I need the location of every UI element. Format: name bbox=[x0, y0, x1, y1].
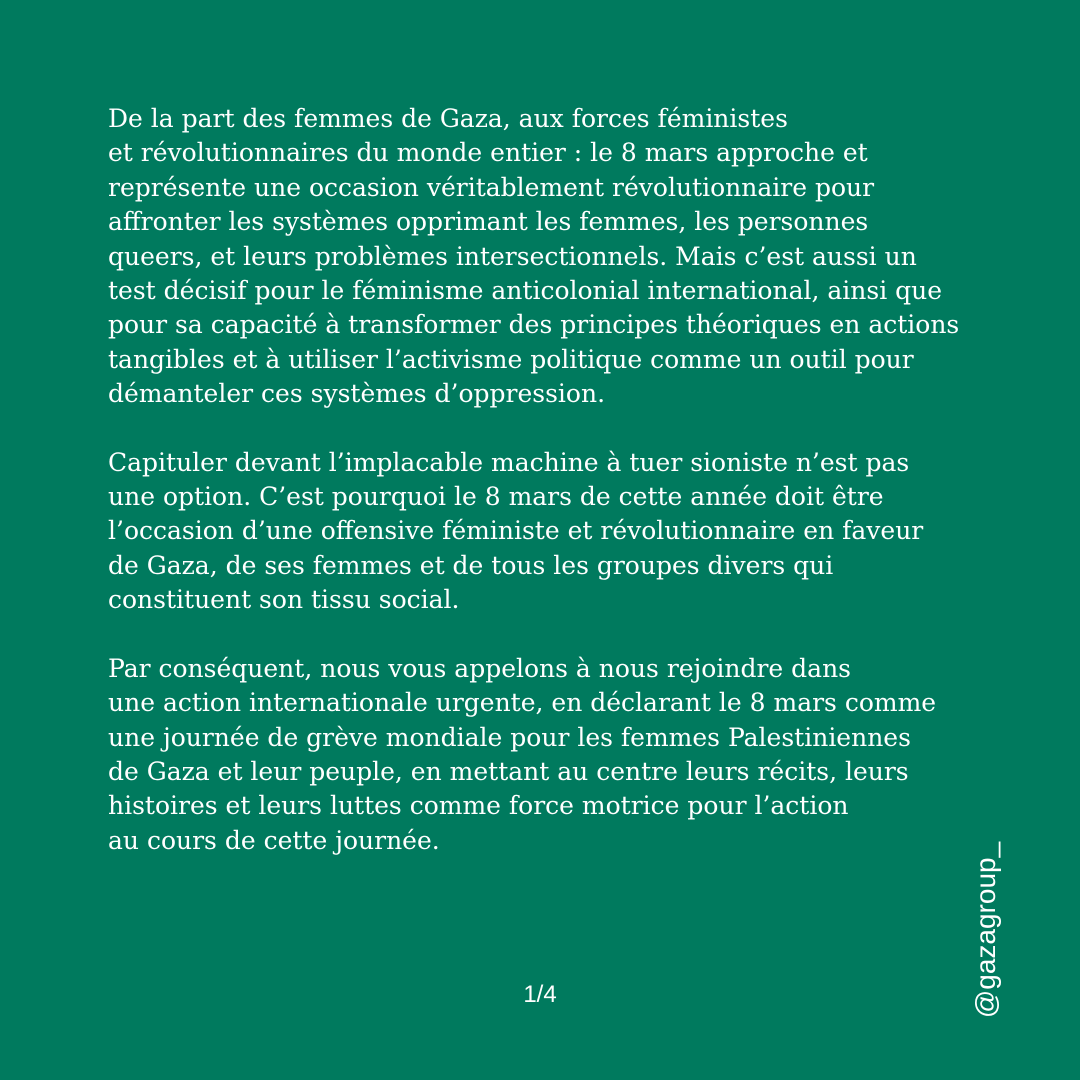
text-line: constituent son tissu social. bbox=[108, 585, 460, 615]
text-line: Par conséquent, nous vous appelons à nous rejoindre dans bbox=[108, 653, 851, 683]
text-line: queers, et leurs problèmes intersectionnels. Mais c’est aussi un bbox=[108, 241, 917, 271]
text-line: test décisif pour le féminisme anticolonial international, ainsi que bbox=[108, 276, 943, 306]
page-counter: 1/4 bbox=[523, 981, 557, 1008]
paragraph-2 bbox=[108, 446, 968, 618]
paragraph-1 bbox=[108, 102, 968, 412]
text-line: affronter les systèmes opprimant les femmes, les personnes bbox=[108, 207, 869, 237]
text-line: démanteler ces systèmes d’oppression. bbox=[108, 379, 606, 409]
text-line: représente une occasion véritablement révolutionnaire pour bbox=[108, 172, 875, 202]
text-line: Capituler devant l’implacable machine à tuer sioniste n’est pas bbox=[108, 447, 910, 477]
text-line: au cours de cette journée. bbox=[108, 825, 440, 855]
account-handle-text: @gazagroup_ bbox=[970, 841, 1001, 1019]
paragraph-3 bbox=[108, 652, 968, 858]
text-line: de Gaza, de ses femmes et de tous les groupes divers qui bbox=[108, 550, 834, 580]
text-line: tangibles et à utiliser l’activisme politique comme un outil pour bbox=[108, 344, 914, 374]
text-line: histoires et leurs luttes comme force motrice pour l’action bbox=[108, 791, 849, 821]
post-text bbox=[108, 102, 968, 858]
text-line: une option. C’est pourquoi le 8 mars de cette année doit être bbox=[108, 482, 884, 512]
text-line: une journée de grève mondiale pour les femmes Palestiniennes bbox=[108, 722, 911, 752]
text-line: pour sa capacité à transformer des principes théoriques en actions bbox=[108, 310, 960, 340]
text-line: l’occasion d’une offensive féministe et révolutionnaire en faveur bbox=[108, 516, 924, 546]
text-line: une action internationale urgente, en déclarant le 8 mars comme bbox=[108, 688, 937, 718]
text-line: De la part des femmes de Gaza, aux forces féministes bbox=[108, 104, 788, 133]
text-line: de Gaza et leur peuple, en mettant au centre leurs récits, leurs bbox=[108, 756, 909, 786]
text-line: et révolutionnaires du monde entier : le 8 mars approche et bbox=[108, 138, 868, 168]
